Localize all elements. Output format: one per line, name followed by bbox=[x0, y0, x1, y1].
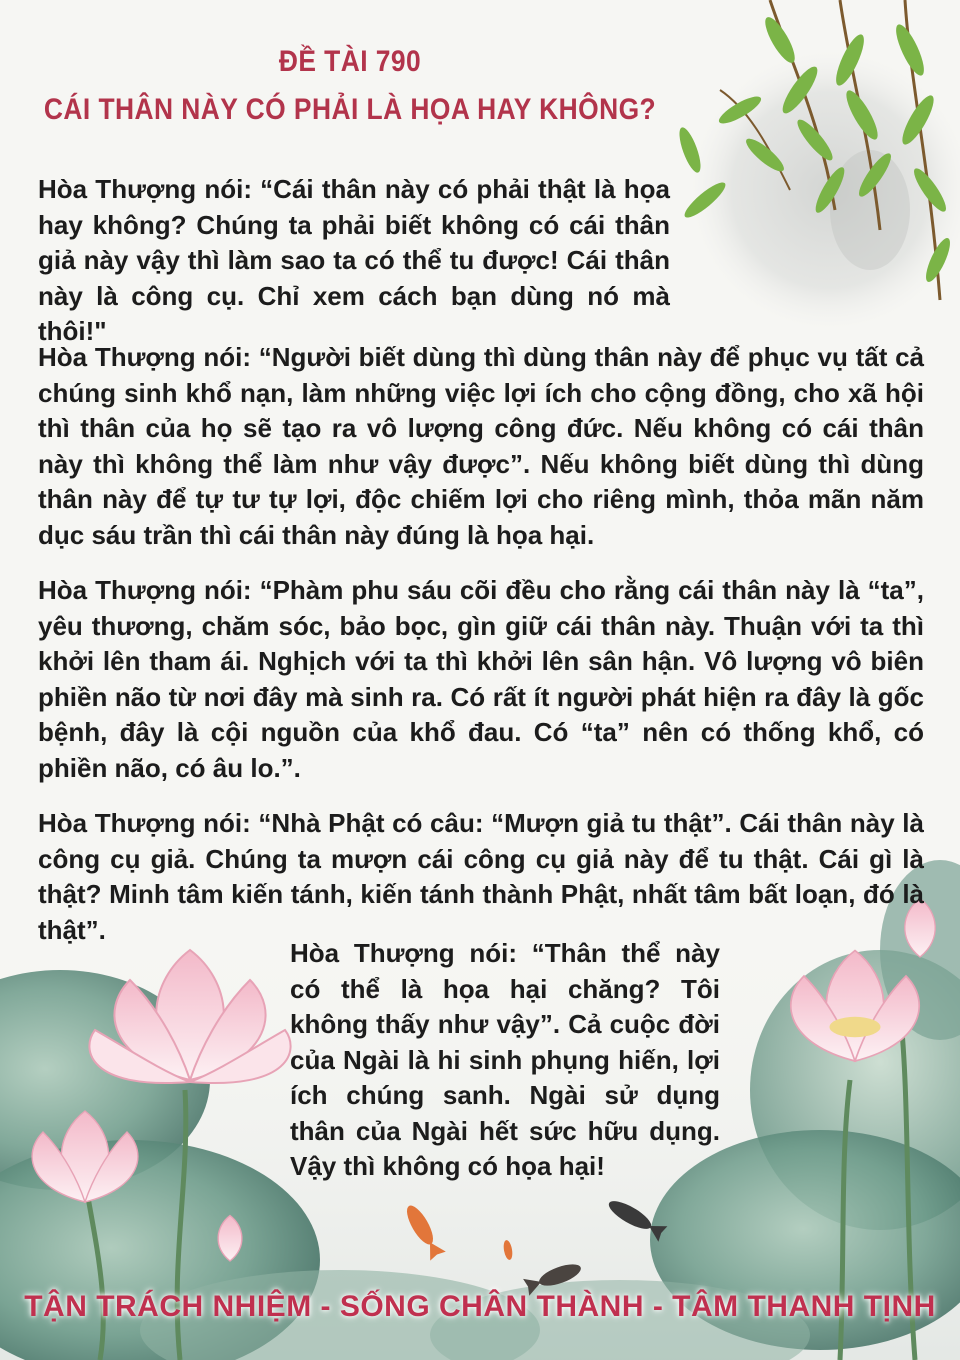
paragraph-2: Hòa Thượng nói: “Người biết dùng thì dùng thân này để phục vụ tất cả chúng sinh khổ nạn, làm những việc lợi ích cho cộng đồng, cho xã hội thì thân của họ sẽ tạo ra vô lượng công đức. Nếu không có cái thân này thì không thể làm như vậy được”. Nếu không biết dùng thì dùng thân này để tự tư tự lợi, độc chiếm lợi cho riêng mình, thỏa mãn năm dục sáu trần thì cái thân này đúng là họa hại. bbox=[38, 342, 924, 550]
paragraph-3: Hòa Thượng nói: “Phàm phu sáu cõi đều cho rằng cái thân này là “ta”, yêu thương, chăm sóc, bảo bọc, gìn giữ cái thân này. Thuận với ta thì khởi lên tham ái. Nghịch với ta thì khởi lên sân hận. Vô lượng vô biên phiền não từ nơi đây mà sinh ra. Có rất ít người phát hiện ra đây là gốc bệnh, đây là cội nguồn của khổ đau. Có “ta” nên có thống khổ, có phiền não, có âu lo.”. bbox=[38, 575, 924, 783]
paragraph-4: Hòa Thượng nói: “Nhà Phật có câu: “Mượn giả tu thật”. Cái thân này là công cụ giả. Chúng ta mượn cái công cụ giả này để tu thật. Cái gì là thật? Minh tâm kiến tánh, kiến tánh thành Phật, nhất tâm bất loạn, đó là thật”. bbox=[38, 808, 924, 945]
page-subtitle: CÁI THÂN NÀY CÓ PHẢI LÀ HỌA HAY KHÔNG? bbox=[43, 93, 657, 126]
footer-slogan: TẬN TRÁCH NHIỆM - SỐNG CHÂN THÀNH - TÂM THANH TỊNH bbox=[24, 1290, 936, 1323]
page-title: ĐỀ TÀI 790 bbox=[278, 45, 422, 78]
paragraph-1: Hòa Thượng nói: “Cái thân này có phải thật là họa hay không? Chúng ta phải biết không có cái thân giả này vậy thì làm sao ta có thể tu được! Cái thân này là công cụ. Chỉ xem cách bạn dùng nó mà thôi!" bbox=[38, 174, 670, 346]
paragraph-5: Hòa Thượng nói: “Thân thể này có thể là họa hại chăng? Tôi không thấy như vậy”. Cả cuộc đời của Ngài là hi sinh phụng hiến, lợi ích chúng sanh. Ngài sử dụng thân của Ngài hết sức hữu dụng. Vậy thì không có họa hại! bbox=[290, 938, 720, 1181]
